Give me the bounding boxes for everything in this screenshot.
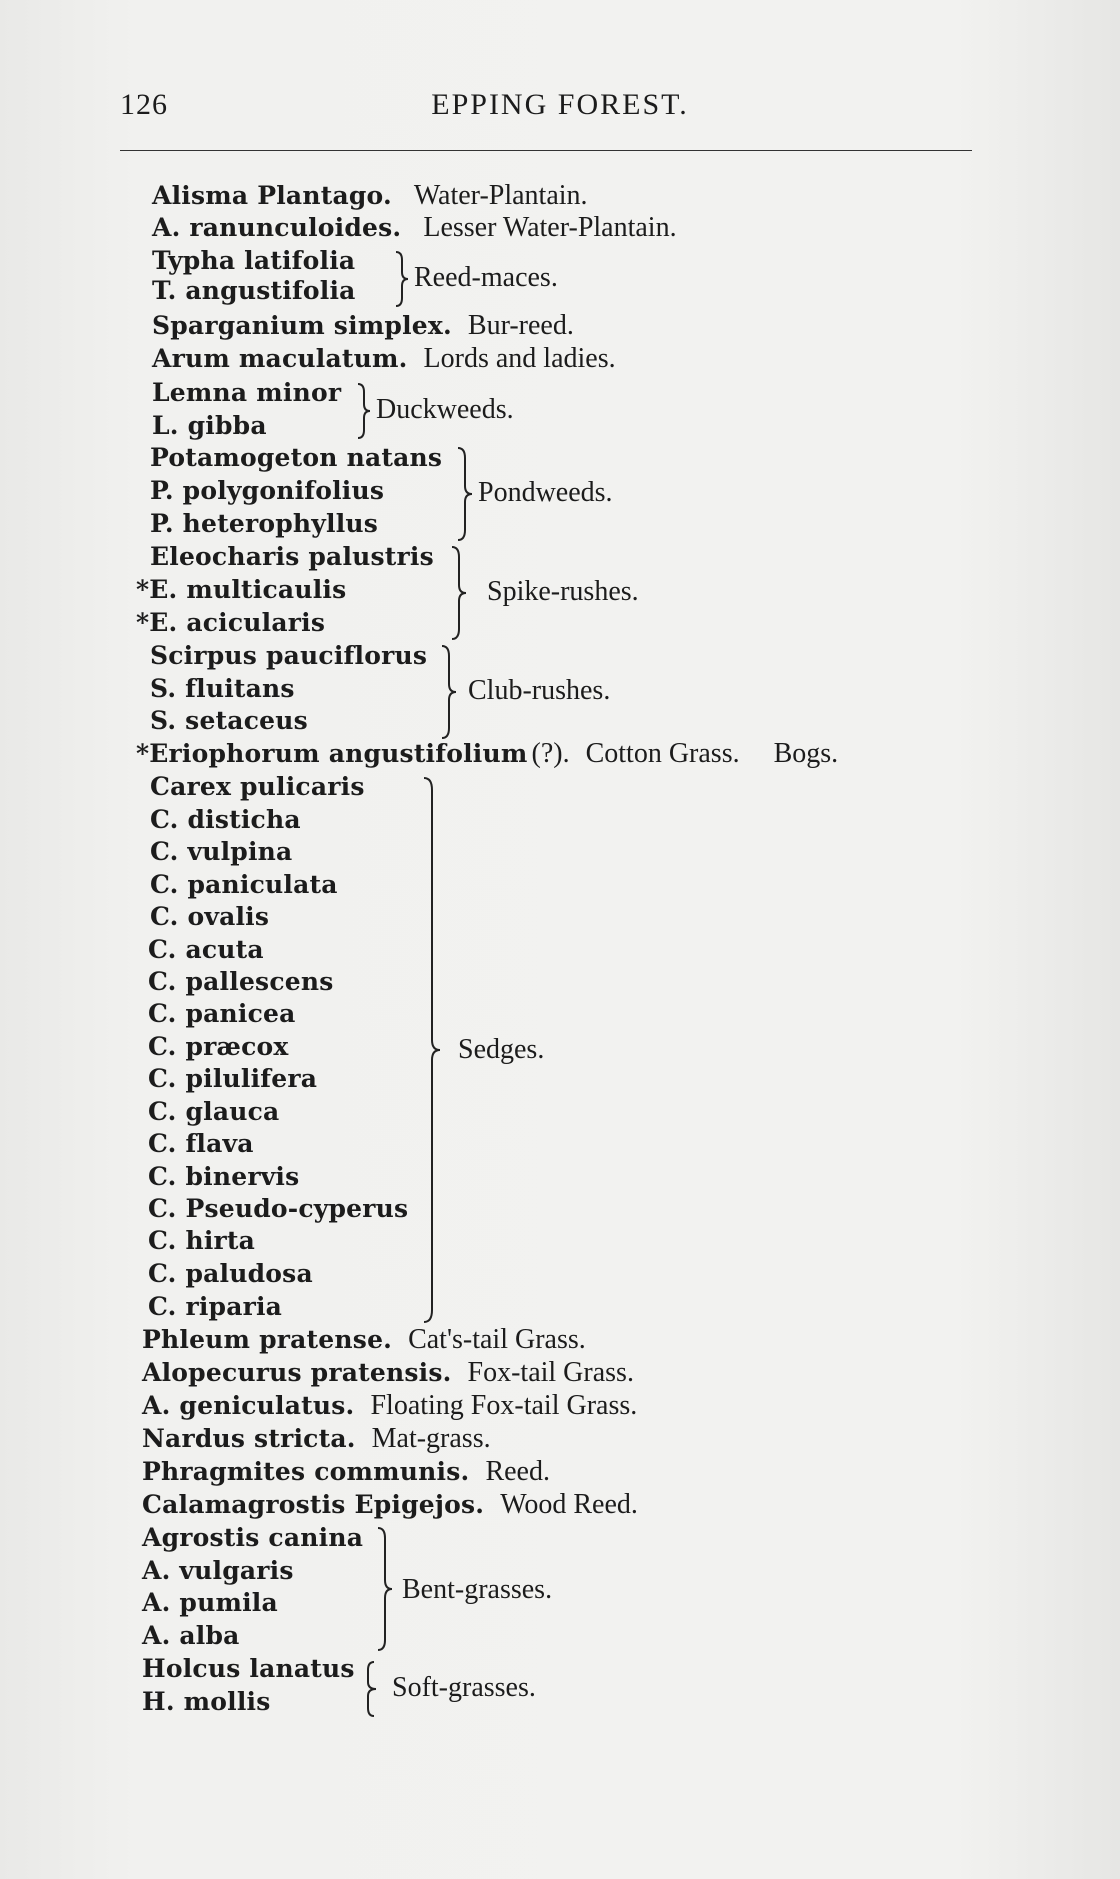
list-item: Eleocharis palustris [150,542,434,571]
running-title: EPPING FOREST. [431,88,689,121]
header-rule [120,150,972,151]
brace-soft-grasses [364,1660,384,1718]
list-item: Phleum pratense. Cat's-tail Grass. [142,1324,586,1355]
list-item: C. præcox [148,1032,289,1061]
list-item: *E. multicaulis [136,575,347,604]
brace-sedges [420,776,444,1324]
list-item: Typha latifolia [152,246,356,275]
list-item: C. ovalis [150,902,270,931]
list-item: Calamagrostis Epigejos. Wood Reed. [142,1489,638,1520]
list-item: C. riparia [148,1292,283,1321]
list-item: Phragmites communis. Reed. [142,1456,550,1487]
list-item: Sparganium simplex. Bur-reed. [152,310,574,341]
group-label-club-rushes: Club-rushes. [468,675,611,706]
list-item: C. vulpina [150,837,293,866]
list-item: S. fluitans [150,674,295,703]
list-item: S. setaceus [150,706,308,735]
list-item: A. geniculatus. Floating Fox-tail Grass. [142,1390,638,1421]
group-label-sedges: Sedges. [458,1034,545,1065]
list-item: Arum maculatum. Lords and ladies. [152,343,616,374]
list-item: Carex pulicaris [150,772,365,801]
list-item: *Eriophorum angustifolium (?). Cotton Grass. Bogs. [136,738,839,769]
list-item: C. Pseudo-cyperus [148,1194,409,1223]
list-item: C. hirta [148,1226,256,1255]
group-label-reed-maces: Reed-maces. [414,262,558,293]
brace-duckweeds [354,382,374,440]
list-item: Scirpus pauciflorus [150,641,428,670]
brace-pondweeds [454,446,476,542]
list-item: H. mollis [142,1687,271,1716]
list-item: C. flava [148,1129,254,1158]
list-item: C. binervis [148,1162,300,1191]
list-item: C. disticha [150,805,301,834]
group-label-soft-grasses: Soft-grasses. [392,1672,536,1703]
list-item: C. pilulifera [148,1064,318,1093]
group-label-bent-grasses: Bent-grasses. [402,1574,553,1605]
list-item: T. angustifolia [152,276,356,305]
list-item: P. heterophyllus [150,509,379,538]
brace-spike-rushes [448,545,470,641]
list-item: Alisma Plantago. Water-Plantain. [152,180,588,211]
brace-club-rushes [438,644,460,740]
list-item: C. paniculata [150,870,338,899]
list-item: Potamogeton natans [150,443,443,472]
list-item: Agrostis canina [142,1523,364,1552]
list-item: A. vulgaris [142,1556,294,1585]
group-label-duckweeds: Duckweeds. [376,394,514,425]
list-item: P. polygonifolius [150,476,385,505]
list-item: C. acuta [148,935,264,964]
list-item: Holcus lanatus [142,1654,355,1683]
list-item: A. alba [142,1621,240,1650]
list-item: Lemna minor [152,378,342,407]
page-number: 126 [120,88,168,121]
list-item: C. glauca [148,1097,280,1126]
group-label-pondweeds: Pondweeds. [478,477,613,508]
list-item: L. gibba [152,411,267,440]
list-item: Nardus stricta. Mat-grass. [142,1423,491,1454]
group-label-spike-rushes: Spike-rushes. [487,576,639,607]
list-item: A. ranunculoides. Lesser Water-Plantain. [152,212,677,243]
list-item: Alopecurus pratensis. Fox-tail Grass. [142,1357,634,1388]
list-item: *E. acicularis [136,608,326,637]
brace-bent-grasses [374,1526,396,1652]
list-item: C. panicea [148,999,296,1028]
list-item: C. pallescens [148,967,334,996]
list-item: C. paludosa [148,1259,313,1288]
list-item: A. pumila [142,1588,278,1617]
brace-reed-maces [392,250,412,308]
